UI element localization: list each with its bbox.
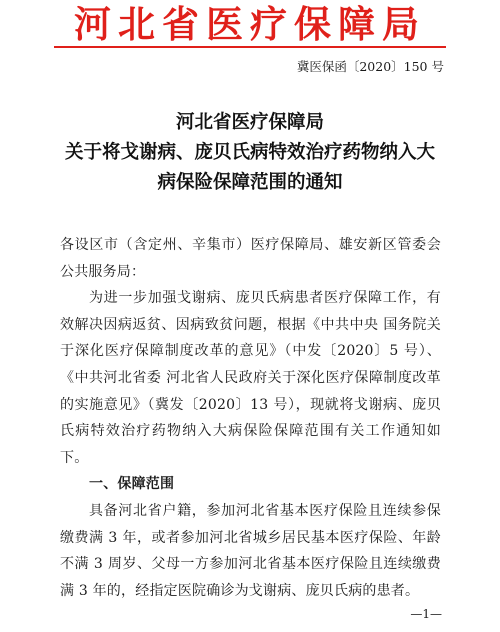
intro-paragraph: 为进一步加强戈谢病、庞贝氏病患者医疗保障工作，有效解决因病返贫、因病致贫问题，根据《中共中央 国务院关于深化医疗保障制度改革的意见》（中发〔2020〕5 号）、《中共河北省委 河北省人民政府关于深化医疗保障制度改革的实施意见》（冀发〔2020〕13 号），现就将戈谢病、庞贝氏病特效治疗药物纳入大病保险保障范围有关工作通知如下。 [60, 290, 441, 466]
addressee-paragraph: 各设区市（含定州、辛集市）医疗保障局、雄安新区管委会公共服务局： [60, 237, 441, 280]
red-divider-line [54, 46, 446, 48]
red-masthead: 河北省医疗保障局 [74, 2, 426, 46]
title-line-3: 病保险保障范围的通知 [157, 172, 343, 193]
title-line-2: 关于将戈谢病、庞贝氏病特效治疗药物纳入大 [64, 142, 435, 163]
document-body [60, 232, 441, 604]
section-heading-1: 一、保障范围 [89, 476, 175, 493]
page-number: —1— [410, 607, 442, 621]
title-line-1: 河北省医疗保障局 [175, 112, 324, 133]
document-title [40, 108, 460, 198]
section-1-paragraph: 具备河北省户籍，参加河北省基本医疗保险且连续参保缴费满 3 年，或者参加河北省城乡居民基本医疗保险、年龄不满 3 周岁、父母一方参加河北省基本医疗保险且连续缴费满 3 年的，经指定医院确诊为戈谢病、庞贝氏病的患者。 [60, 502, 441, 599]
document-number: 冀医保函〔2020〕150 号 [296, 59, 444, 74]
